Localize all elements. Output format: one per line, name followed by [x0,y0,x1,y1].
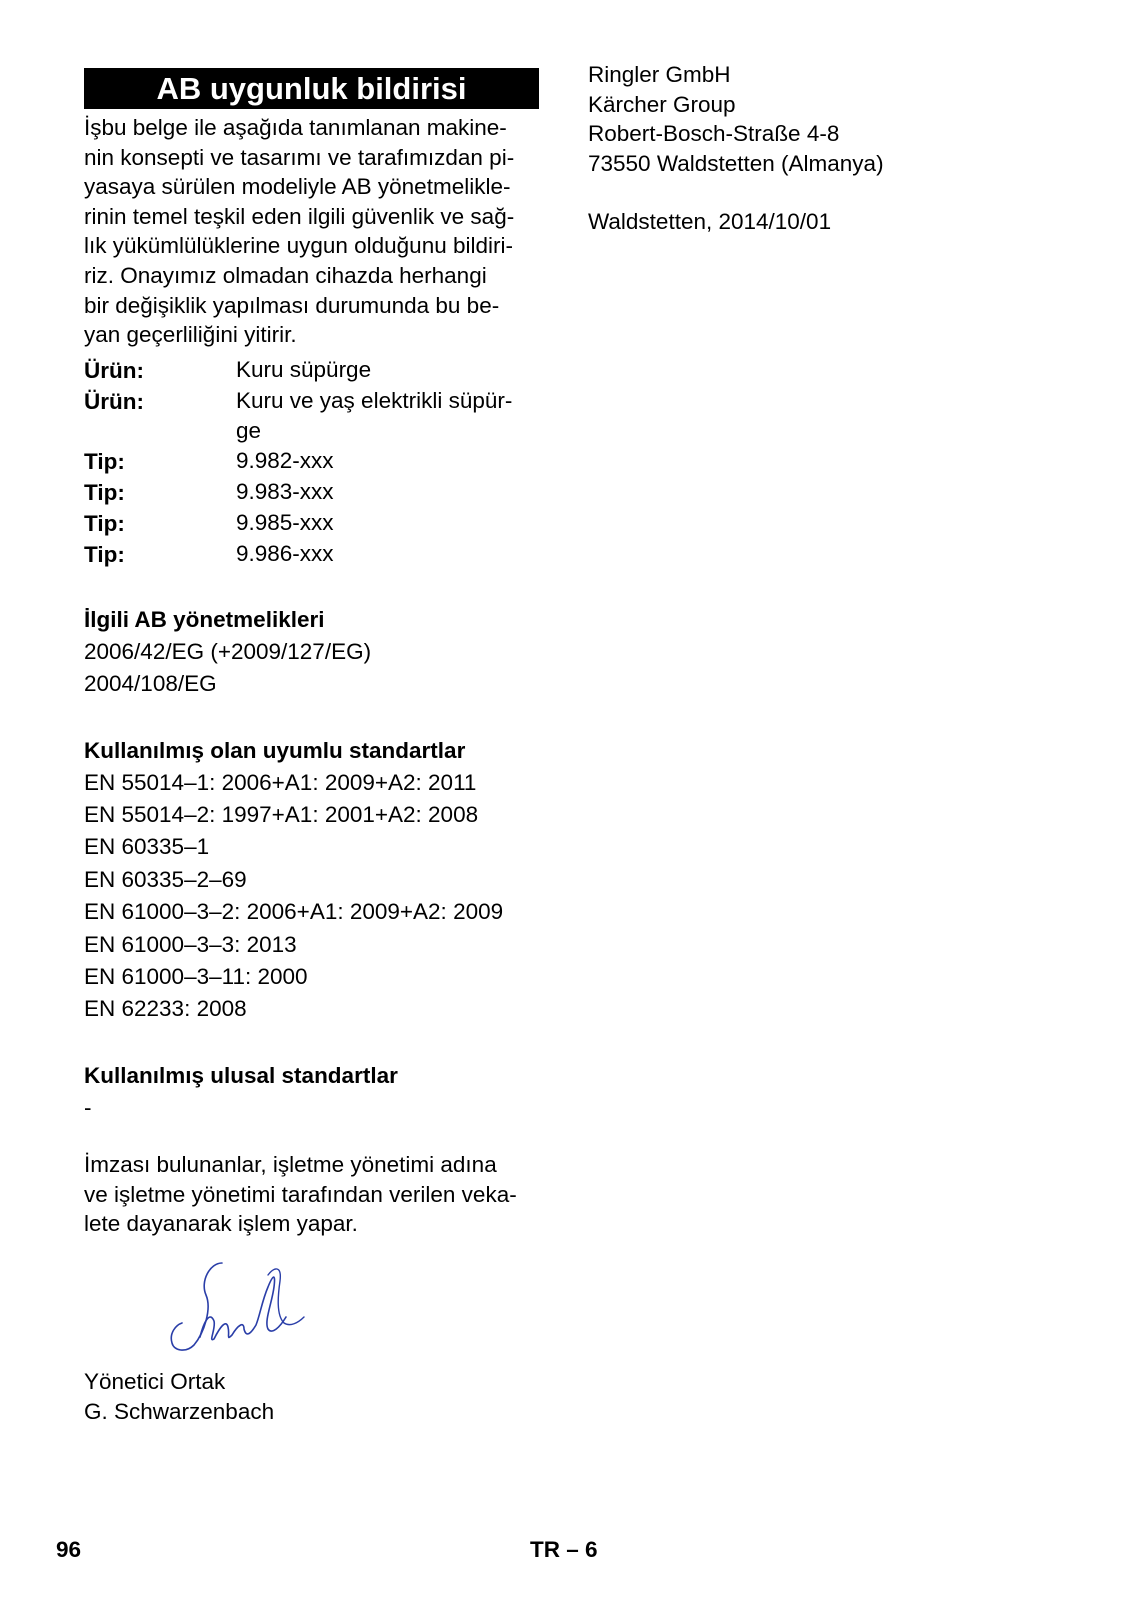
intro-line: İşbu belge ile aşağıda tanımlanan makine- [84,115,507,140]
page-title: AB uygunluk bildirisi [84,68,539,109]
national-standards-section [84,1060,539,1124]
outro-line: İmzası bulunanlar, işletme yönetimi adına [84,1152,497,1178]
standard-item: EN 60335–2–69 [84,866,247,892]
spec-value-line: 9.983-xxx [236,478,334,504]
spec-value-line: Kuru süpürge [236,356,372,382]
spec-row-type [84,539,539,570]
harmonized-standards-section [84,735,539,1026]
standard-item: EN 55014–2: 1997+A1: 2001+A2: 2008 [84,801,479,827]
intro-line: yan geçerliliğini yitirir. [84,322,297,348]
standard-item: EN 61000–3–3: 2013 [84,931,297,957]
spec-value [236,477,539,508]
product-spec-table [84,355,539,570]
spec-value-line: 9.986-xxx [236,540,334,566]
outro-line: lete dayanarak işlem yapar. [84,1211,358,1237]
directives-section [84,604,539,701]
spec-row-type [84,508,539,539]
spec-label: Tip: [84,448,125,474]
spec-value [236,539,539,570]
handwritten-signature [164,1257,314,1367]
intro-line: yasaya sürülen modeliyle AB yönetmelikle- [84,174,511,200]
intro-line: rinin temel teşkil eden ilgili güvenlik ve sağ- [84,203,515,229]
spec-row-type [84,477,539,508]
spec-value-line: Kuru ve yaş elektrikli süpür- [236,387,513,413]
intro-line: lık yükümlülüklerine uygun olduğunu bildiri- [84,233,513,259]
directive-item: 2004/108/EG [84,671,217,697]
spec-label: Tip: [84,541,125,567]
standard-item: EN 61000–3–11: 2000 [84,964,308,989]
page-number: 96 [56,1537,82,1562]
spec-value [236,386,539,446]
language-page-label: TR – 6 [530,1537,598,1562]
intro-line: bir değişiklik yapılması durumunda bu be- [84,292,500,318]
section-heading: Kullanılmış olan uyumlu standartlar [84,737,466,763]
place-date: Waldstetten, 2014/10/01 [588,209,832,235]
spec-row-type [84,446,539,477]
signer-name: G. Schwarzenbach [84,1398,275,1424]
directive-item: 2006/42/EG (+2009/127/EG) [84,638,372,664]
address-line: 73550 Waldstetten (Almanya) [588,150,884,176]
spec-value-line: 9.982-xxx [236,447,334,473]
section-heading: Kullanılmış ulusal standartlar [84,1062,398,1088]
spec-label: Tip: [84,479,125,505]
company-address [588,60,1008,178]
outro-line: ve işletme yönetimi tarafından verilen veka- [84,1181,517,1207]
address-line: Robert-Bosch-Straße 4-8 [588,121,840,147]
address-line: Ringler GmbH [588,62,731,87]
address-line: Kärcher Group [588,91,736,117]
standard-item: EN 55014–1: 2006+A1: 2009+A2: 2011 [84,769,477,795]
spec-label: Ürün: [84,357,144,383]
intro-line: nin konsepti ve tasarımı ve tarafımızdan pi- [84,144,515,170]
standard-item: EN 61000–3–2: 2006+A1: 2009+A2: 2009 [84,899,504,925]
national-standard-item: - [84,1094,92,1120]
standard-item: EN 60335–1 [84,834,210,860]
spec-value [236,355,539,386]
left-column [84,68,539,1426]
spec-row-product [84,386,539,446]
spec-value [236,508,539,539]
spec-label: Ürün: [84,388,144,414]
spec-label: Tip: [84,510,125,536]
authorization-paragraph [84,1150,539,1239]
right-column [588,60,1008,237]
spec-value [236,446,539,477]
spec-value-line: ge [236,417,262,443]
standard-item: EN 62233: 2008 [84,996,247,1022]
signer-role: Yönetici Ortak [84,1369,226,1394]
intro-paragraph [84,113,539,350]
signer-block [84,1367,539,1426]
spec-value-line: 9.985-xxx [236,509,334,535]
intro-line: riz. Onayımız olmadan cihazda herhangi [84,262,487,288]
spec-row-product [84,355,539,386]
section-heading: İlgili AB yönetmelikleri [84,606,325,632]
